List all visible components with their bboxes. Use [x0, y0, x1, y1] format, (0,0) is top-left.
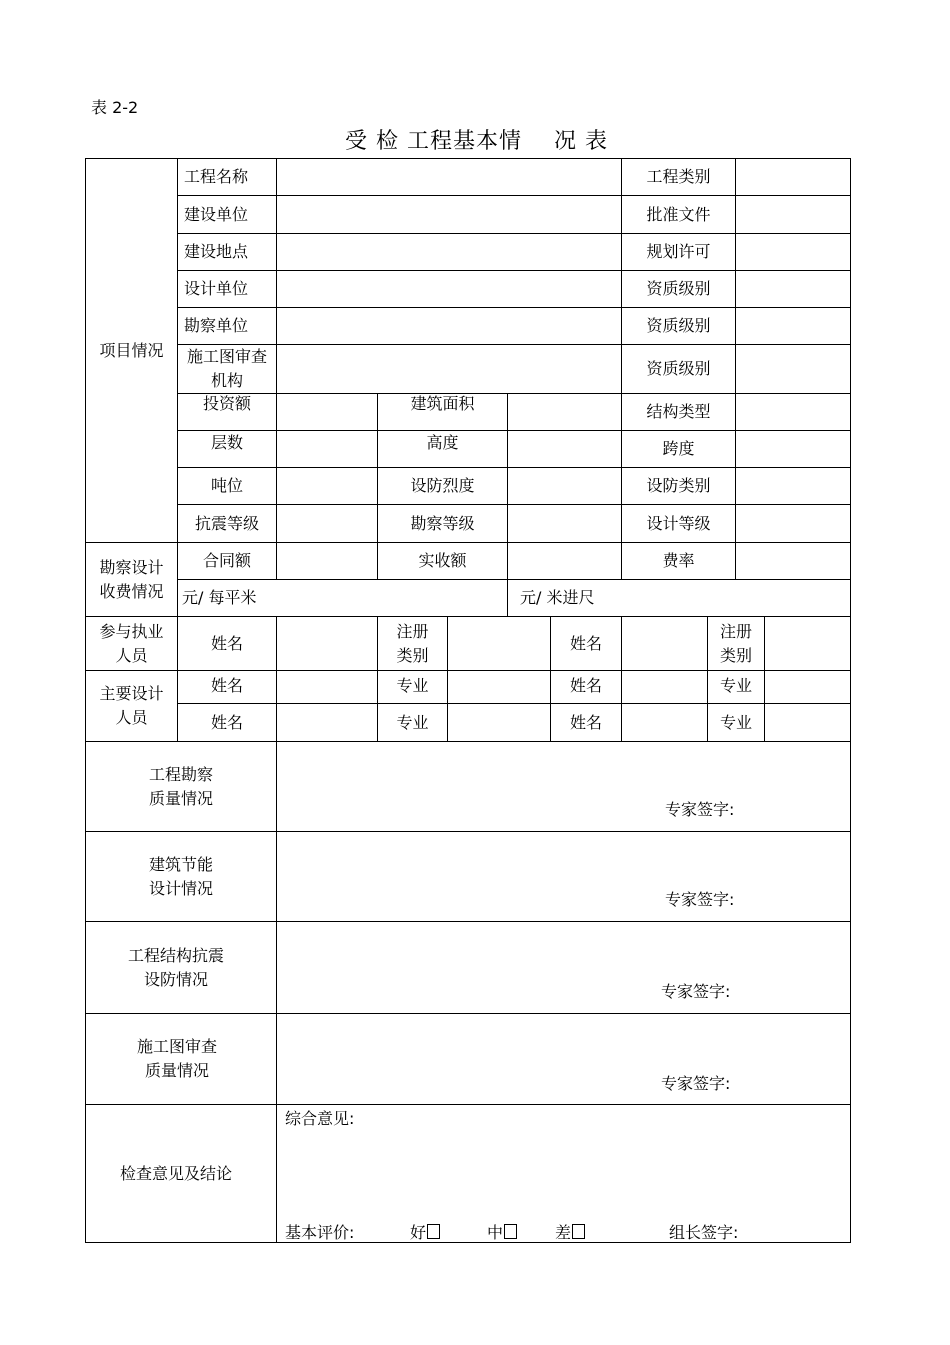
- designer-name-label: 姓名: [210, 676, 243, 695]
- table-rule: [177, 467, 851, 468]
- table-rule: [177, 270, 851, 271]
- designer-name-label-4: 姓名: [569, 712, 602, 732]
- design-qualification-label: 资质级别: [646, 279, 711, 298]
- rating-medium-option[interactable]: [487, 1220, 517, 1243]
- table-number: 表 2-2: [91, 98, 139, 117]
- rating-poor-option[interactable]: [555, 1220, 585, 1243]
- rating-medium-text: 中: [487, 1223, 504, 1242]
- licensed-registration-type-label-2: 注册 类别: [719, 621, 752, 665]
- energy-design-label: 建筑节能 设计情况: [148, 854, 213, 898]
- approval-document-label: 批准文件: [646, 204, 711, 224]
- contract-amount-label: 合同额: [202, 551, 251, 570]
- review-qualification-label: 资质级别: [646, 359, 711, 378]
- designer-major-label-2: 专业: [719, 676, 752, 695]
- survey-unit-label: 勘察单位: [184, 316, 249, 335]
- table-rule: [177, 504, 851, 505]
- fee-rate-label: 费率: [662, 551, 695, 570]
- licensed-personnel-label: 参与执业 人员: [99, 621, 164, 665]
- project-section-label: 项目情况: [99, 340, 164, 360]
- page-title: 受 检 工程基本情 况 表: [345, 129, 608, 154]
- seismic-intensity-label: 设防烈度: [410, 476, 475, 495]
- rating-medium-checkbox[interactable]: [504, 1224, 517, 1239]
- designer-major-label-4: 专业: [719, 712, 752, 732]
- table-rule: [621, 616, 622, 741]
- designer-major-label: 专业: [396, 676, 429, 695]
- fortification-category-label: 设防类别: [646, 476, 711, 495]
- table-rule: [177, 344, 851, 345]
- table-rule: [735, 158, 736, 579]
- floor-area-label: 建筑面积: [410, 394, 475, 413]
- table-rule: [177, 233, 851, 234]
- per-meter-drilled-label: 元/ 米进尺: [520, 588, 595, 607]
- construction-site-label: 建设地点: [184, 242, 249, 261]
- survey-quality-expert-signature: 专家签字:: [665, 800, 735, 819]
- rating-good-checkbox[interactable]: [427, 1224, 440, 1239]
- per-square-meter-label: 元/ 每平米: [182, 588, 257, 607]
- designer-name-label-3: 姓名: [210, 712, 243, 732]
- actual-amount-label: 实收额: [418, 551, 467, 570]
- rating-good-text: 好: [410, 1223, 427, 1242]
- table-rule: [764, 616, 765, 741]
- table-rule: [177, 307, 851, 308]
- design-grade-label: 设计等级: [646, 513, 711, 533]
- rating-poor-text: 差: [555, 1223, 572, 1242]
- seismic-fortification-label: 工程结构抗震 设防情况: [127, 945, 224, 989]
- licensed-name-label-2: 姓名: [569, 633, 602, 653]
- survey-grade-label: 勘察等级: [410, 513, 475, 533]
- survey-qualification-label: 资质级别: [646, 316, 711, 335]
- survey-quality-label: 工程勘察 质量情况: [148, 764, 213, 808]
- review-org-label: 施工图审查 机构: [186, 347, 267, 390]
- seismic-grade-label: 抗震等级: [194, 513, 259, 533]
- span-label: 跨度: [662, 439, 695, 458]
- project-name-label: 工程名称: [184, 167, 249, 186]
- table-border-right: [850, 158, 851, 1243]
- builder-label: 建设单位: [184, 204, 249, 224]
- licensed-name-label: 姓名: [210, 633, 243, 653]
- designer-name-label-2: 姓名: [569, 676, 602, 695]
- planning-permit-label: 规划许可: [646, 242, 711, 261]
- table-rule: [276, 158, 277, 579]
- table-rule: [276, 616, 277, 1243]
- rating-poor-checkbox[interactable]: [572, 1224, 585, 1239]
- project-category-label: 工程类别: [646, 167, 711, 186]
- drawing-review-quality-label: 施工图审查 质量情况: [136, 1037, 217, 1080]
- table-rule: [447, 616, 448, 741]
- seismic-fortification-expert-signature: 专家签字:: [661, 982, 731, 1001]
- licensed-registration-type-label: 注册 类别: [396, 621, 429, 665]
- tonnage-label: 吨位: [210, 476, 243, 495]
- structure-type-label: 结构类型: [646, 402, 711, 421]
- table-rule: [177, 195, 851, 196]
- main-designers-label: 主要设计 人员: [99, 684, 164, 727]
- conclusion-label: 检查意见及结论: [119, 1163, 232, 1183]
- floors-label: 层数: [210, 433, 243, 452]
- drawing-review-expert-signature: 专家签字:: [661, 1074, 731, 1093]
- rating-good-option[interactable]: [410, 1220, 440, 1243]
- table-rule: [177, 430, 851, 431]
- overall-opinion-label: 综合意见:: [285, 1109, 355, 1128]
- leader-signature-label: 组长签字:: [669, 1223, 739, 1242]
- design-unit-label: 设计单位: [184, 279, 249, 298]
- designer-major-label-3: 专业: [396, 712, 429, 732]
- investment-label: 投资额: [202, 394, 251, 413]
- fees-section-label: 勘察设计 收费情况: [99, 557, 164, 601]
- basic-rating-label: 基本评价:: [285, 1223, 355, 1242]
- energy-design-expert-signature: 专家签字:: [665, 890, 735, 909]
- height-label: 高度: [426, 433, 459, 452]
- table-rule: [177, 393, 851, 394]
